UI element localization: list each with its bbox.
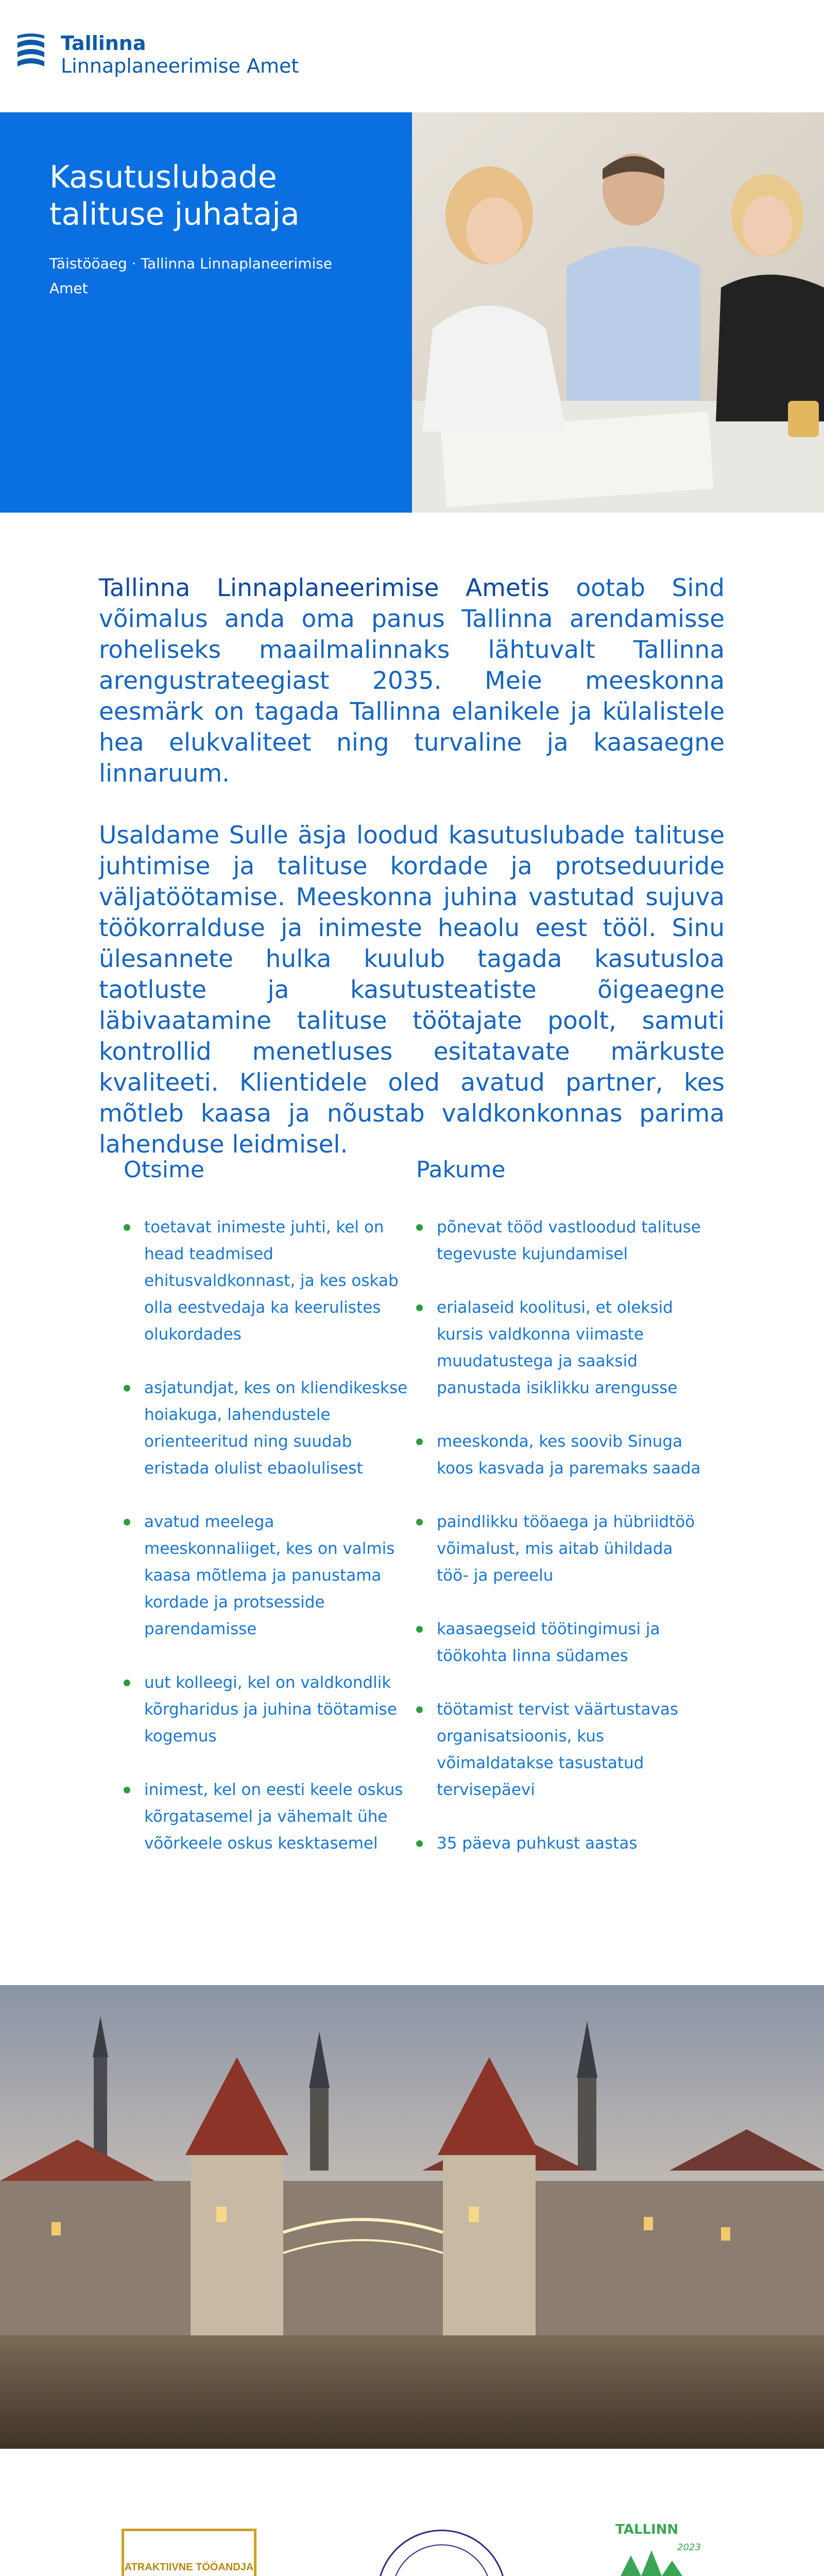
bullet-dot-icon — [416, 1224, 423, 1231]
list-item: uut kolleegi, kel on valdkondlik kõrgharidus ja juhina töötamise kogemus — [124, 1669, 412, 1750]
bullet-dot-icon — [416, 1438, 423, 1445]
offer-title: Pakume — [416, 1157, 506, 1183]
bullet-dot-icon — [416, 1840, 423, 1847]
tallinn-old-town-photo — [0, 1985, 824, 2449]
hero-banner — [0, 112, 824, 513]
bullet-dot-icon — [416, 1304, 423, 1311]
bullet-dot-icon — [124, 1680, 130, 1686]
bullet-dot-icon — [416, 1706, 423, 1713]
list-item: erialaseid koolitusi, et oleksid kursis valdkonna viimaste muudatustega ja saaksid panustada isiklikku arengusse — [416, 1294, 705, 1401]
svg-text:2023: 2023 — [677, 2542, 701, 2553]
bullet-dot-icon — [124, 1385, 130, 1392]
header-logo[interactable] — [15, 32, 299, 77]
list-item: meeskonda, kes soovib Sinuga koos kasvada ja paremaks saada — [416, 1428, 705, 1482]
offer-section — [416, 1157, 705, 1884]
list-item: 35 päeva puhkust aastas — [416, 1830, 705, 1857]
bullet-dot-icon — [416, 1519, 423, 1526]
bullet-dot-icon — [124, 1224, 130, 1231]
intro-paragraph-1-text: ootab Sind võimalus anda oma panus Tallinna arendamisse roheliseks maailmalinnaks lähtuvalt Tallinna arengustrateegiast 2035. Meie meeskonna eesmärk on tagada Tallinna elanikele ja külalistele hea elukvaliteet ning turvaline ja kaasaegne linnaruum. — [99, 574, 725, 788]
list-item: asjatundjat, kes on kliendikeskse hoiakuga, lahendustele orienteeritud ning suudab eristada olulist ebaolulisest — [124, 1375, 412, 1482]
list-item: avatud meelega meeskonnaliiget, kes on valmis kaasa mõtlema ja panustama kordade ja protsesside parendamisse — [124, 1509, 412, 1642]
bullet-dot-icon — [124, 1519, 130, 1526]
list-item: inimest, kel on eesti keele oskus kõrgatasemel ja vähemalt ühe võõrkeele oskus kesktasemel — [124, 1776, 412, 1857]
intro-paragraph-1 — [99, 573, 725, 789]
list-item: kaasaegseid töötingimusi ja töökohta linna südames — [416, 1616, 705, 1669]
smart-employer-seal-icon — [376, 2529, 507, 2576]
logo-line1: Tallinna — [61, 32, 146, 55]
bullet-dot-icon — [416, 1626, 423, 1633]
tallinn-waves-icon — [15, 33, 46, 76]
seeking-section — [124, 1157, 412, 1884]
svg-text:TALLINN: TALLINN — [615, 2522, 679, 2537]
list-item: põnevat tööd vastloodud talituse tegevuste kujundamisel — [416, 1214, 705, 1267]
seeking-title: Otsime — [124, 1157, 204, 1183]
job-subtitle: Täistööaeg · Tallinna Linnaplaneerimise Amet — [49, 255, 333, 297]
job-description — [99, 573, 725, 1160]
team-photo — [412, 112, 824, 513]
list-item: toetavat inimeste juhti, kel on head teadmised ehitusvaldkonnast, ja kes oskab olla eestvedaja ka keerulistes olukordades — [124, 1214, 412, 1348]
org-name: Tallinna Linnaplaneerimise Ametis — [99, 574, 550, 602]
job-title: Kasutuslubade talituse juhataja — [49, 159, 300, 232]
european-green-capital-badge — [610, 2519, 711, 2576]
intro-paragraph-2: Usaldame Sulle äsja loodud kasutuslubade talituse juhtimise ja talituse kordade ja protseduuride väljatöötamise. Meeskonna juhina vastutad sujuva töökorralduse ja inimeste heaolu eest tööl. Sinu ülesannete hulka kuulub tagada kasutusloa taotluste ja kasutusteatiste õigeaegne läbivaatamine talituse töötajate poolt, samuti kontrollid menetluses esitatavate märkuste kvaliteeti. Klientidele oled avatud partner, kes mõtleb kaasa ja nõustab valdkonkonnas parima lahenduse leidmisel. — [99, 821, 725, 1159]
bullet-dot-icon — [124, 1787, 130, 1793]
list-item: töötamist tervist väärtustavas organisatsioonis, kus võimaldatakse tasustatud tervisepäevi — [416, 1696, 705, 1803]
attractive-employer-badge — [122, 2529, 256, 2576]
badge-title: ATRAKTIIVNE TÖÖANDJA — [124, 2562, 254, 2573]
logo-line2: Linnaplaneerimise Amet — [61, 55, 299, 77]
hero-blue-panel — [0, 112, 412, 513]
list-item: paindlikku tööaega ja hübriidtöö võimalust, mis aitab ühildada töö- ja pereelu — [416, 1509, 705, 1589]
